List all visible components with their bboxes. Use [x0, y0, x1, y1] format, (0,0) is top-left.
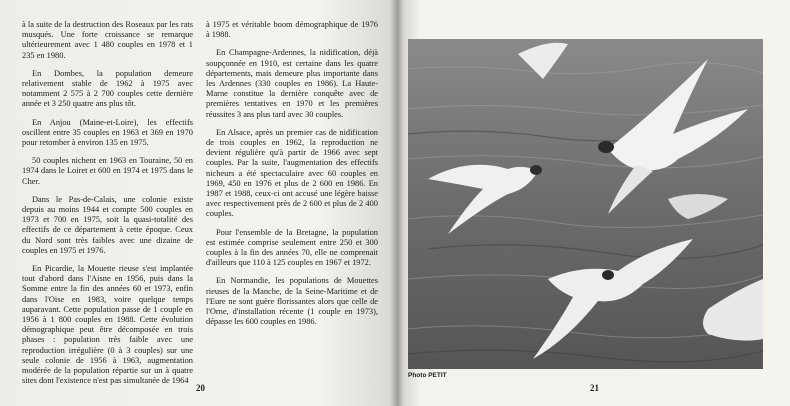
page-number-left: 20: [196, 383, 205, 393]
paragraph: En Dombes, la population demeure relativement stable de 1962 à 1975 avec notamment 2 575 à 2 700 couples cette dernière année et 3 250 quatre ans plus tôt.: [22, 68, 193, 109]
paragraph: En Alsace, après un premier cas de nidification de trois couples en 1962, la reproduction ne devient régulière qu'à partir de 1966 avec sept couples. Par la suite, l'augmentation des effectifs nicheurs a été spectaculaire avec 60 couples en 1969, 450 en 1976 et plus de 2 600 en 1986. En 1987 et 1988, ceux-ci ont accusé une légère baisse avec respectivement près de 2 600 et plus de 2 400 couples.: [206, 127, 378, 219]
paragraph: En Anjou (Maine-et-Loire), les effectifs oscillent entre 35 couples en 1963 et 369 en 1970 pour retomber à environ 135 en 1975.: [22, 117, 193, 148]
paragraph: Pour l'ensemble de la Bretagne, la population est estimée comprise seulement entre 250 et 300 couples à la fin des années 70, elle ne comprenait d'ailleurs que 110 à 125 couples en 1967 et 1972.: [206, 227, 378, 268]
photo-credit: Photo PETIT: [408, 372, 447, 379]
paragraph: En Picardie, la Mouette rieuse s'est implantée tout d'abord dans l'Aisne en 1956, puis dans la Somme entre la fin des années 60 et 1973, enfin dans l'Oise en 1983, voire quelque temps auparavant. Cette population passe de 1 couple en 1956 à 1 800 couples en 1988. Cette évolution démographique peut être décomposée en trois phases : population très faible avec une reproduction irrégulière (0 à 3 couples) sur une seule colonie de 1956 à 1963, augmentation modérée de la population répartie sur un à quatre sites dont l'existence n'est pas simultanée de 1964: [22, 264, 193, 386]
paragraph: Dans le Pas-de-Calais, une colonie existe depuis au moins 1944 et compte 500 couples en 1973 et 700 en 1975, soit la quasi-totalité des effectifs de ce département à cette époque. Ceux du Nord sont très faibles avec une dizaine de couples en 1975 et 1976.: [22, 194, 193, 255]
gulls-photograph: [408, 39, 763, 369]
book-gutter: [390, 0, 404, 406]
paragraph: à la suite de la destruction des Roseaux par les rats musqués. Une forte croissance se remarque ultérieurement avec 1 480 couples en 1978 et 1 235 en 1980.: [22, 20, 193, 60]
paragraph: 50 couples nichent en 1963 en Touraine, 50 en 1974 dans le Loiret et 600 en 1974 et 1975 dans le Cher.: [22, 156, 193, 186]
paragraph: En Normandie, les populations de Mouettes rieuses de la Manche, de la Seine-Maritime et de l'Eure ne sont guère florissantes alors que celle de l'Orne, d'installation récente (1 couple en 1973), dépasse les 600 couples en 1986.: [206, 276, 378, 327]
page-number-right: 21: [590, 383, 599, 393]
paragraph: à 1975 et véritable boom démographique de 1976 à 1988.: [206, 20, 378, 40]
gulls-photo-image: [408, 39, 763, 369]
paragraph: En Champagne-Ardennes, la nidification, déjà soupçonnée en 1910, est certaine dans les quatre départements, mais demeure plus importante dans les Ardennes (330 couples en 1986). La Haute-Marne constitue la dernière conquête avec de premières tentatives en 1970 et les premières réussites 3 ans plus tard avec 30 couples.: [206, 48, 378, 119]
text-column-2: [206, 20, 378, 335]
text-column-1: [22, 20, 193, 395]
